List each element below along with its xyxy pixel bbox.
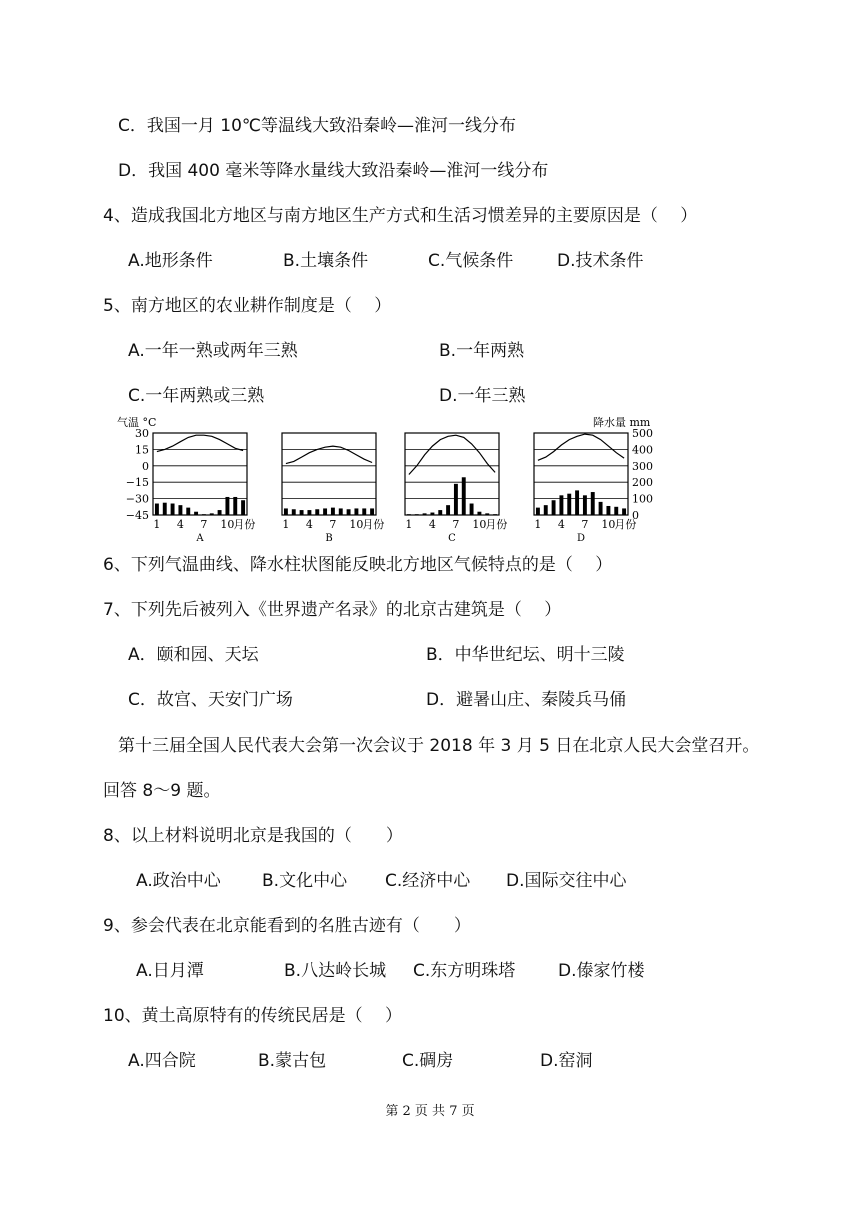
q5-option-c[interactable]: C.一年两熟或三熟 [128,386,265,406]
q8-option-a[interactable]: A.政治中心 [136,871,221,891]
month-tick-label: 10 [601,518,616,531]
q9-option-a[interactable]: A.日月潭 [136,961,204,981]
precip-bar [178,505,182,515]
chart-panel-c [405,433,507,542]
precip-bar [462,477,466,515]
q9-stem: 9、参会代表在北京能看到的名胜古迹有（ ） [103,916,471,936]
month-tick-label: 7 [452,518,460,531]
q10-option-d[interactable]: D.窑洞 [540,1051,593,1071]
q4-option-d[interactable]: D.技术条件 [557,251,644,271]
q8-stem: 8、以上材料说明北京是我国的（ ） [103,826,403,846]
q4-option-a[interactable]: A.地形条件 [128,251,213,271]
temp-ticks [126,427,149,522]
month-tick-label: 7 [581,518,589,531]
q8-option-c[interactable]: C.经济中心 [385,871,471,891]
precip-bar [407,514,411,515]
precip-bar [477,512,481,515]
q5-option-d[interactable]: D.一年三熟 [439,386,526,406]
precip-bar [454,484,458,515]
precip-bar [186,508,190,515]
q4-option-b[interactable]: B.土壤条件 [283,251,369,271]
month-unit-label: 月份 [233,518,256,531]
temp-tick-label: −45 [125,509,149,522]
chart-panel-b [282,433,384,542]
precip-axis-label: 降水量 mm [593,416,651,429]
precip-ticks [632,427,653,522]
precip-bar [430,513,434,515]
precip-bar [544,505,548,515]
precip-bar [163,503,167,515]
month-tick-label: 10 [349,518,364,531]
q5-option-b[interactable]: B.一年两熟 [439,341,525,361]
precip-bar [155,504,159,515]
month-tick-label: 4 [428,518,436,531]
month-tick-label: 1 [153,518,161,531]
line-c: C．我国一月 10℃等温线大致沿秦岭—淮河一线分布 [118,116,516,136]
precip-bar [485,513,489,515]
precip-bar [606,506,610,515]
precip-bar [323,508,327,515]
temp-tick-label: −30 [125,492,149,506]
month-tick-label: 1 [405,518,413,531]
precip-tick-label: 100 [632,492,653,506]
month-tick-label: 1 [282,518,290,531]
precip-bar [536,508,540,515]
line-d: D．我国 400 毫米等降水量线大致沿秦岭—淮河一线分布 [118,161,549,181]
precip-bar [559,495,563,515]
precip-bar [362,508,366,515]
q7-option-c[interactable]: C．故宫、天安门广场 [128,690,293,710]
month-tick-label: 7 [329,518,337,531]
panel-title: D [576,533,586,542]
precip-bar [233,497,237,515]
q7-stem: 7、下列先后被列入《世界遗产名录》的北京古建筑是（ ） [103,600,562,620]
precip-bar [292,509,296,515]
chart-panel-d [534,433,636,542]
panel-title: C [448,533,456,542]
month-unit-label: 月份 [614,518,637,531]
precip-bar [599,502,603,515]
precip-bar [339,508,343,515]
month-tick-label: 1 [534,518,542,531]
precip-bar [614,507,618,515]
precip-bar [415,514,419,515]
precip-bar [307,510,311,515]
precip-tick-label: 500 [632,427,653,440]
q9-option-d[interactable]: D.傣家竹楼 [558,961,645,981]
temp-tick-label: −15 [125,476,149,490]
q4-stem: 4、造成我国北方地区与南方地区生产方式和生活习惯差异的主要原因是（ ） [103,206,698,226]
q9-option-b[interactable]: B.八达岭长城 [284,961,387,981]
precip-bar [622,508,626,515]
month-tick-label: 10 [220,518,235,531]
q9-option-c[interactable]: C.东方明珠塔 [413,961,516,981]
q4-option-c[interactable]: C.气候条件 [428,251,514,271]
panel-frame [153,433,247,515]
precip-bar [331,508,335,515]
temp-curve [286,446,372,464]
q7-option-d[interactable]: D．避暑山庄、秦陵兵马俑 [426,690,627,710]
q8-option-d[interactable]: D.国际交往中心 [506,871,627,891]
temp-tick-label: 15 [135,443,149,457]
precip-bar [438,510,442,515]
month-tick-label: 4 [176,518,184,531]
precip-bar [315,509,319,515]
chart-panel-a [153,433,255,542]
temp-tick-label: 30 [135,427,149,440]
month-unit-label: 月份 [362,518,385,531]
panel-frame [405,433,499,515]
precip-bar [423,513,427,515]
temp-curve [409,435,495,474]
precip-bar [210,513,214,515]
q5-stem: 5、南方地区的农业耕作制度是（ ） [103,296,392,316]
precip-bar [591,492,595,515]
precip-bar [583,495,587,515]
precip-bar [470,504,474,515]
precip-bar [552,500,556,515]
q7-option-b[interactable]: B．中华世纪坛、明十三陵 [426,645,625,665]
month-tick-label: 4 [557,518,565,531]
precip-tick-label: 200 [632,476,653,490]
precip-bar [354,508,358,515]
chart-panels [153,433,636,542]
precip-bar [241,500,245,515]
precip-bar [575,490,579,515]
q8-option-b[interactable]: B.文化中心 [262,871,348,891]
q10-stem: 10、黄土高原特有的传统民居是（ ） [103,1006,403,1026]
precip-bar [567,494,571,515]
q6-stem: 6、下列气温曲线、降水柱状图能反映北方地区气候特点的是（ ） [103,555,613,575]
panel-frame [534,433,628,515]
precip-tick-label: 0 [632,509,639,522]
precip-bar [218,510,222,515]
precip-bar [493,514,497,515]
climate-charts [115,412,675,542]
q10-option-a[interactable]: A.四合院 [128,1051,196,1071]
panel-title: A [196,533,204,542]
precip-bar [171,504,175,515]
precip-bar [370,508,374,515]
precip-bar [202,514,206,515]
precip-bar [347,509,351,515]
month-tick-label: 4 [305,518,313,531]
precip-bar [225,497,229,515]
q5-option-a[interactable]: A.一年一熟或两年三熟 [128,341,298,361]
precip-tick-label: 400 [632,443,653,457]
q7-option-a[interactable]: A．颐和园、天坛 [128,645,259,665]
precip-bar [194,512,198,515]
month-tick-label: 7 [200,518,208,531]
month-tick-label: 10 [472,518,487,531]
temp-axis-label: 气温 °C [117,416,157,429]
month-unit-label: 月份 [485,518,508,531]
temp-tick-label: 0 [142,459,149,473]
q10-option-c[interactable]: C.碉房 [402,1051,454,1071]
q10-option-b[interactable]: B.蒙古包 [258,1051,327,1071]
panel-frame [282,433,376,515]
panel-title: B [325,533,333,542]
precip-bar [446,505,450,515]
precip-bar [284,508,288,515]
page-footer: 第 2 页 共 7 页 [385,1104,475,1119]
material-line-1: 第十三届全国人民代表大会第一次会议于 2018 年 3 月 5 日在北京人民大会堂召开。 [118,736,760,756]
material-line-2: 回答 8～9 题。 [103,781,221,801]
precip-tick-label: 300 [632,459,653,473]
precip-bar [300,510,304,515]
temp-curve [538,434,624,460]
